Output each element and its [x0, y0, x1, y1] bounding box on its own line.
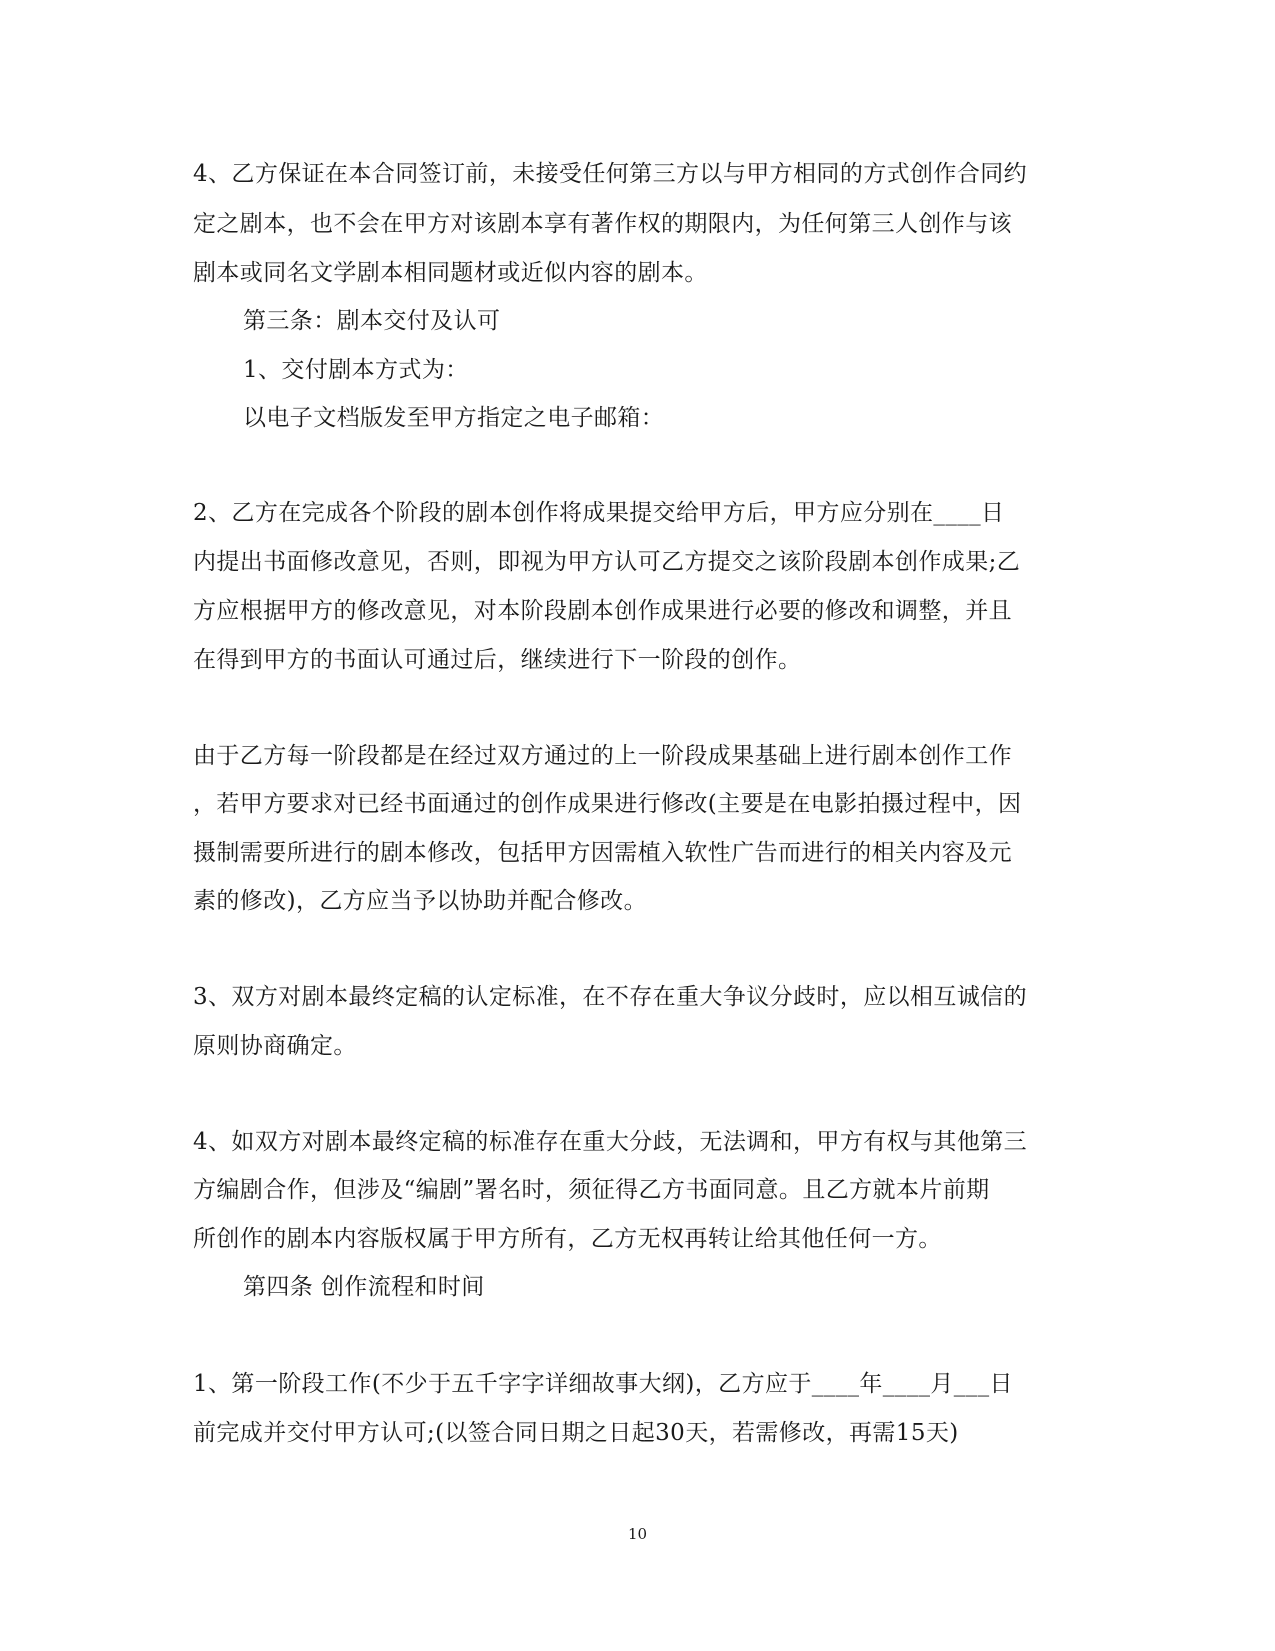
- text-line: 3、双方对剧本最终定稿的认定标准，在不存在重大争议分歧时，应以相互诚信的: [193, 984, 1028, 1010]
- text-line: 所创作的剧本内容版权属于甲方所有，乙方无权再转让给其他任何一方。: [193, 1226, 942, 1252]
- text-line: 内提出书面修改意见，否则，即视为甲方认可乙方提交之该阶段剧本创作成果;乙: [193, 549, 1021, 575]
- text-line: 4、乙方保证在本合同签订前，未接受任何第三方以与甲方相同的方式创作合同约: [193, 161, 1028, 187]
- text-line: 素的修改)，乙方应当予以协助并配合修改。: [193, 888, 647, 914]
- text-line: 方编剧合作，但涉及“编剧”署名时，须征得乙方书面同意。且乙方就本片前期: [193, 1177, 990, 1203]
- text-line: 前完成并交付甲方认可;(以签合同日期之日起30天，若需修改，再需15天): [193, 1420, 959, 1446]
- text-line: 以电子文档版发至甲方指定之电子邮箱：: [243, 405, 665, 431]
- text-line: 2、乙方在完成各个阶段的剧本创作将成果提交给甲方后，甲方应分别在____日: [193, 500, 1005, 526]
- text-line: 1、第一阶段工作(不少于五千字字详细故事大纲)，乙方应于____年____月___日: [193, 1371, 1013, 1397]
- text-line: 1、交付剧本方式为：: [243, 357, 469, 383]
- text-line: 由于乙方每一阶段都是在经过双方通过的上一阶段成果基础上进行剧本创作工作: [193, 743, 1012, 769]
- text-line: 剧本或同名文学剧本相同题材或近似内容的剧本。: [193, 260, 708, 286]
- text-line: ，若甲方要求对已经书面通过的创作成果进行修改(主要是在电影拍摄过程中，因: [193, 791, 1022, 817]
- section-heading: 第四条 创作流程和时间: [243, 1274, 485, 1300]
- text-line: 4、如双方对剧本最终定稿的标准存在重大分歧，无法调和，甲方有权与其他第三: [193, 1129, 1028, 1155]
- text-line: 在得到甲方的书面认可通过后，继续进行下一阶段的创作。: [193, 647, 802, 673]
- section-heading: 第三条：剧本交付及认可: [243, 308, 501, 334]
- page-number: 10: [627, 1525, 648, 1543]
- text-line: 原则协商确定。: [193, 1033, 357, 1059]
- text-line: 摄制需要所进行的剧本修改，包括甲方因需植入软性广告而进行的相关内容及元: [193, 840, 1012, 866]
- text-line: 方应根据甲方的修改意见，对本阶段剧本创作成果进行必要的修改和调整，并且: [193, 598, 1012, 624]
- text-line: 定之剧本，也不会在甲方对该剧本享有著作权的期限内，为任何第三人创作与该: [193, 211, 1012, 237]
